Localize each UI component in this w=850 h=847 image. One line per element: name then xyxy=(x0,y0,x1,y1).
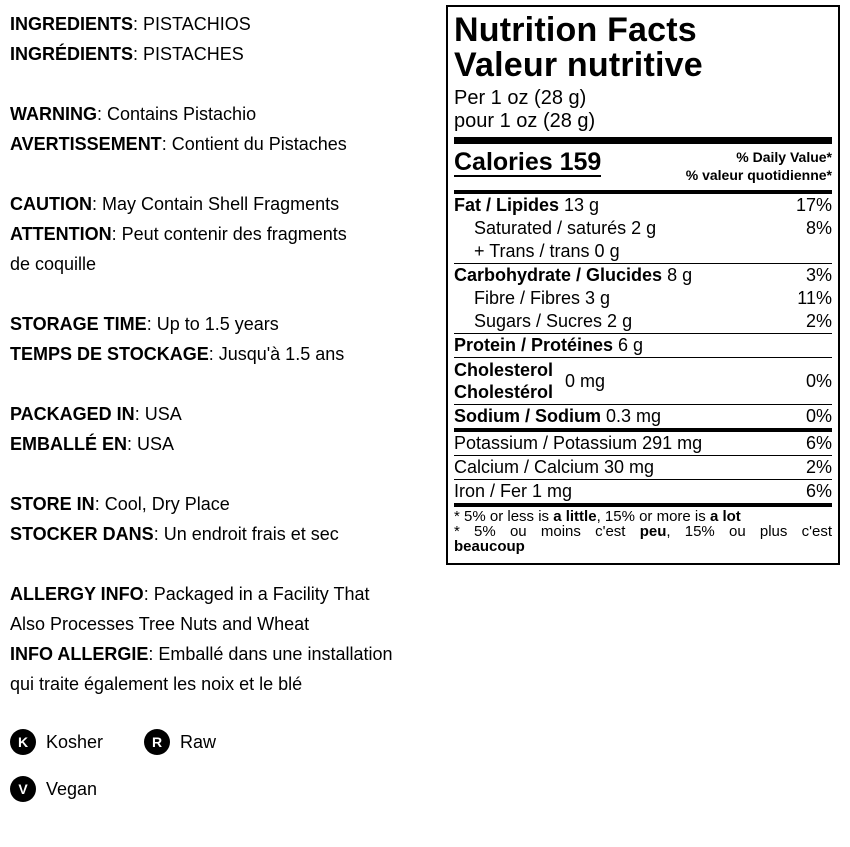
footnote-en: * 5% or less is a little, 15% or more is a lot xyxy=(454,508,741,525)
sodium-row: Sodium / Sodium 0.3 mg 0% xyxy=(454,406,832,426)
packaged-fr: EMBALLÉ EN: USA xyxy=(10,434,175,454)
ingredients-fr: INGRÉDIENTS: PISTACHES xyxy=(10,44,244,64)
vegan-icon: V xyxy=(10,776,36,802)
store-fr: STOCKER DANS: Un endroit frais et sec xyxy=(10,524,339,544)
warning-en: WARNING: Contains Pistachio xyxy=(10,104,257,124)
packaged-group xyxy=(10,399,440,459)
caution-group xyxy=(10,189,440,279)
caution-fr: ATTENTION: Peut contenir des fragments xyxy=(10,224,347,244)
saturated-row: Saturated / saturés 2 g 8% xyxy=(474,218,832,238)
serving-size-fr: pour 1 oz (28 g) xyxy=(454,110,596,132)
nutrition-title-fr: Valeur nutritive xyxy=(454,46,703,84)
calories-row xyxy=(454,144,832,190)
footnote-fr: * 5% ou moins c'est peu, 15% ou plus c'est xyxy=(454,523,832,540)
kosher-badge xyxy=(10,729,103,755)
caution-en: CAUTION: May Contain Shell Fragments xyxy=(10,194,340,214)
packaged-en: PACKAGED IN: USA xyxy=(10,404,182,424)
vegan-badge xyxy=(10,776,97,802)
iron-row: Iron / Fer 1 mg 6% xyxy=(454,481,832,501)
allergy-en: ALLERGY INFO: Packaged in a Facility That xyxy=(10,584,370,604)
storage-fr: TEMPS DE STOCKAGE: Jusqu'à 1.5 ans xyxy=(10,344,345,364)
caution-fr-cont: de coquille xyxy=(10,254,97,274)
product-info xyxy=(10,9,440,729)
serving-size-en: Per 1 oz (28 g) xyxy=(454,87,587,109)
allergy-fr-cont: qui traite également les noix et le blé xyxy=(10,674,303,694)
ingredients-en: INGREDIENTS: PISTACHIOS xyxy=(10,14,251,34)
fibre-row: Fibre / Fibres 3 g 11% xyxy=(474,288,832,308)
sugars-row: Sugars / Sucres 2 g 2% xyxy=(474,311,832,331)
allergy-group xyxy=(10,579,440,699)
daily-value-header: % Daily Value* % valeur quotidienne* xyxy=(685,149,832,183)
vegan-label: Vegan xyxy=(46,778,98,799)
thick-divider xyxy=(454,137,832,144)
calories-label: Calories 159 xyxy=(454,148,602,176)
allergy-fr: INFO ALLERGIE: Emballé dans une installation xyxy=(10,644,393,664)
nutrition-title-en: Nutrition Facts xyxy=(454,11,697,49)
kosher-label: Kosher xyxy=(46,731,104,752)
nutrition-facts-panel xyxy=(446,5,840,565)
footnote-fr-cont: beaucoup xyxy=(454,538,525,555)
calcium-row: Calcium / Calcium 30 mg 2% xyxy=(454,457,832,477)
store-en: STORE IN: Cool, Dry Place xyxy=(10,494,230,514)
storage-group xyxy=(10,309,440,369)
warning-group xyxy=(10,99,440,159)
allergy-en-cont: Also Processes Tree Nuts and Wheat xyxy=(10,614,310,634)
fat-row: Fat / Lipides 13 g 17% xyxy=(454,195,832,215)
warning-fr: AVERTISSEMENT: Contient du Pistaches xyxy=(10,134,347,154)
ingredients-group xyxy=(10,9,440,69)
storage-en: STORAGE TIME: Up to 1.5 years xyxy=(10,314,279,334)
potassium-row: Potassium / Potassium 291 mg 6% xyxy=(454,433,832,453)
trans-row: + Trans / trans 0 g xyxy=(474,241,620,261)
raw-label: Raw xyxy=(180,731,217,752)
cholesterol-row: Cholesterol Cholestérol 0 mg 0% xyxy=(454,360,832,402)
protein-row: Protein / Protéines 6 g xyxy=(454,335,644,355)
carbohydrate-row: Carbohydrate / Glucides 8 g 3% xyxy=(454,265,832,285)
kosher-icon: K xyxy=(10,729,36,755)
store-group xyxy=(10,489,440,549)
raw-badge xyxy=(144,729,216,755)
footnote xyxy=(454,507,832,554)
raw-icon: R xyxy=(144,729,170,755)
